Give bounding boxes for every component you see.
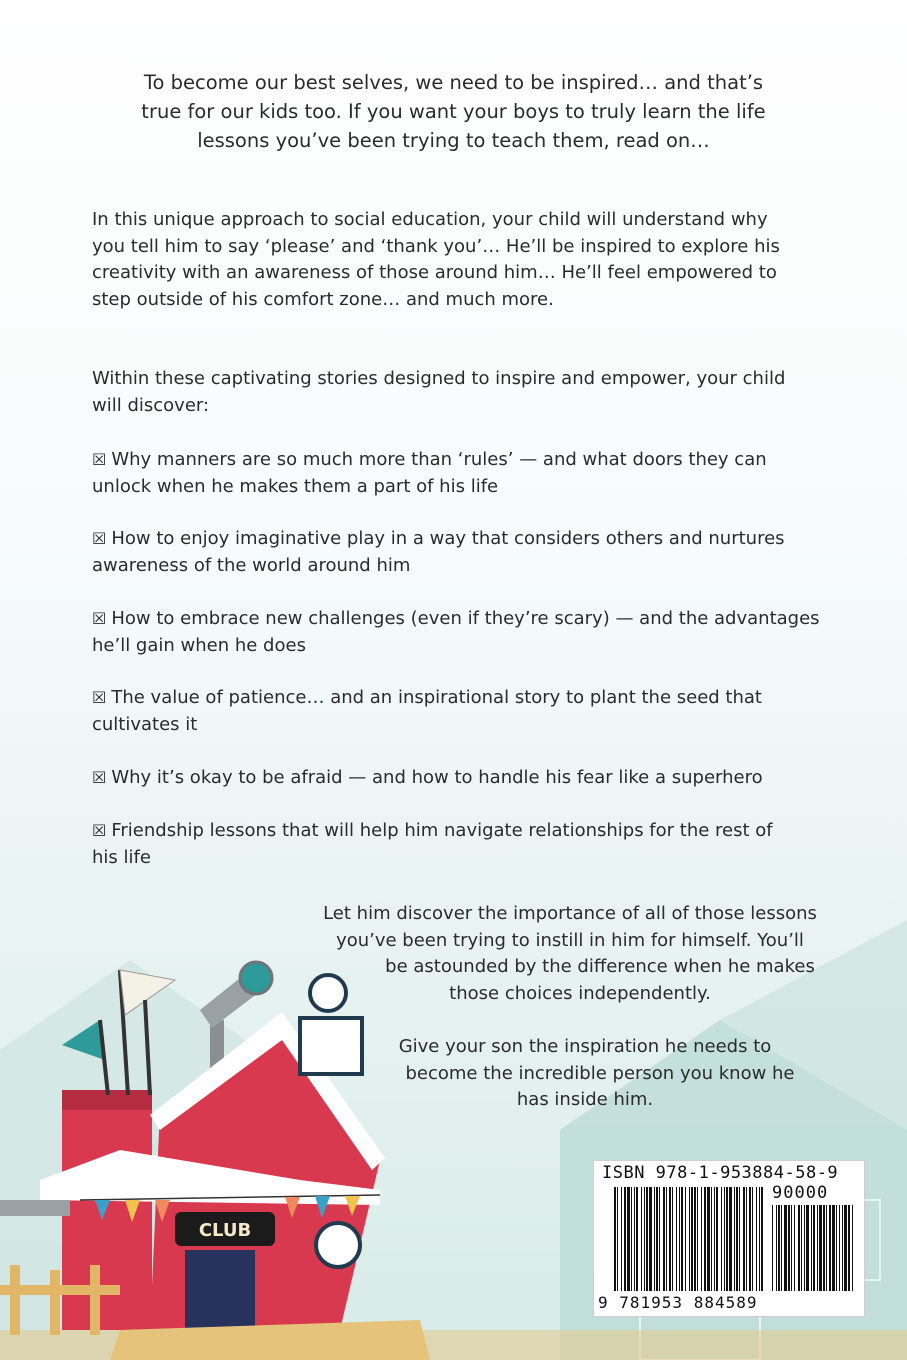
barcode-bar (694, 1187, 696, 1291)
barcode-bar (685, 1187, 686, 1291)
closing-line: become the incredible person you know he (405, 1062, 795, 1084)
barcode-bar (631, 1187, 632, 1291)
barcode-bar (778, 1205, 780, 1291)
intro-line: lessons you’ve been trying to teach them, read on… (197, 129, 710, 152)
barcode-bar (791, 1205, 792, 1291)
barcode-bar (701, 1187, 702, 1291)
barcode-bar (811, 1205, 812, 1291)
barcode-bar (659, 1187, 660, 1291)
barcode-bar (649, 1187, 652, 1291)
barcode-bar (617, 1187, 618, 1291)
barcode-bar (721, 1187, 722, 1291)
barcode-bar (761, 1187, 763, 1291)
bullet-item: ☒ Friendship lessons that will help him navigate relationships for the rest of his life (92, 820, 773, 868)
barcode-bar (697, 1187, 698, 1291)
bullet-item: ☒ Why manners are so much more than ‘rules’ — and what doors they can unlock when he makes them a part of his life (92, 449, 767, 497)
barcode-bar (806, 1205, 809, 1291)
barcode-bar (654, 1187, 655, 1291)
barcode-bar (776, 1205, 777, 1291)
isbn-text: ISBN 978-1-953884-58-9 (602, 1163, 839, 1183)
intro-text (100, 68, 807, 155)
barcode-bar (646, 1187, 648, 1291)
barcode-bar (689, 1187, 690, 1291)
paragraph-line: will discover: (92, 394, 210, 416)
barcode-bar (836, 1205, 837, 1291)
closing-line: those choices independently. (449, 982, 711, 1004)
barcode-bar (621, 1187, 622, 1291)
barcode-bar (801, 1205, 802, 1291)
club-sign: CLUB (198, 1220, 252, 1241)
barcode-bar (704, 1187, 706, 1291)
barcode-bar (823, 1205, 825, 1291)
barcode-bar (842, 1205, 843, 1291)
barcode-bar (614, 1187, 616, 1291)
barcode-bar (636, 1187, 638, 1291)
barcode-bar (624, 1187, 626, 1291)
barcode-bar (734, 1187, 735, 1291)
barcode-bar (672, 1187, 673, 1291)
barcode-bar (736, 1187, 738, 1291)
closing-paragraph (300, 901, 840, 1007)
isbn-barcode (593, 1160, 865, 1317)
checkbox-icon: ☒ (92, 450, 107, 469)
paragraph-line: you tell him to say ‘please’ and ‘thank you’… He’ll be inspired to explore his (92, 235, 780, 257)
checkbox-icon: ☒ (92, 768, 107, 787)
closing-line: be astounded by the difference when he makes (385, 956, 815, 977)
barcode-bar (819, 1205, 822, 1291)
barcode-bar (666, 1187, 667, 1291)
barcode-bar (707, 1187, 710, 1291)
barcode-bar (848, 1205, 850, 1291)
description-paragraph (92, 207, 822, 313)
barcode-bar (772, 1205, 773, 1291)
barcode-bar (691, 1187, 693, 1291)
barcode-bar (656, 1187, 658, 1291)
barcode-bar (644, 1187, 645, 1291)
barcode-bar (729, 1187, 732, 1291)
barcode-bar (746, 1187, 747, 1291)
bullet-item: ☒ Why it’s okay to be afraid — and how to handle his fear like a superhero (92, 765, 822, 792)
checkbox-icon: ☒ (92, 529, 107, 548)
barcode-bar (634, 1187, 635, 1291)
barcode-bar (826, 1205, 827, 1291)
bullet-item: ☒ The value of patience… and an inspirational story to plant the seed that cultivates it (92, 687, 762, 735)
barcode-bar (794, 1205, 795, 1291)
barcode-bar (714, 1187, 715, 1291)
paragraph-line: step outside of his comfort zone… and much more. (92, 288, 554, 310)
closing-line: has inside him. (516, 1089, 654, 1110)
barcode-bar (749, 1187, 751, 1291)
barcode-bar (829, 1205, 831, 1291)
barcode-bar (844, 1205, 847, 1291)
barcode-bar (679, 1187, 680, 1291)
barcode-bar (627, 1187, 630, 1291)
checkbox-icon: ☒ (92, 688, 107, 707)
checkbox-icon: ☒ (92, 609, 107, 628)
barcode-bar (739, 1187, 740, 1291)
price-code: 90000 (772, 1183, 829, 1203)
intro-line: To become our best selves, we need to be inspired… and that’s (143, 71, 764, 94)
barcode-bar (641, 1187, 642, 1291)
paragraph-line: Within these captivating stories designed to inspire and empower, your child (92, 368, 786, 389)
barcode-bar (804, 1205, 805, 1291)
intro-line: true for our kids too. If you want your boys to truly learn the life (141, 100, 766, 123)
barcode-bar (663, 1187, 665, 1291)
discover-intro (92, 366, 822, 419)
barcode-bar (817, 1205, 818, 1291)
barcode-bar (752, 1187, 753, 1291)
barcode-bar (669, 1187, 671, 1291)
checkbox-icon: ☒ (92, 821, 107, 840)
barcode-bar (724, 1187, 725, 1291)
barcode-bar (798, 1205, 800, 1291)
barcode-bar (832, 1205, 835, 1291)
closing-line: you’ve been trying to instill in him for himself. You’ll (336, 929, 804, 951)
barcode-bar (743, 1187, 745, 1291)
ean-digits: 9 781953 884589 (598, 1293, 758, 1312)
bullet-item: ☒ How to embrace new challenges (even if they’re scary) — and the advantages he’ll gain when he does (92, 608, 820, 656)
paragraph-line: creativity with an awareness of those around him… He’ll feel empowered to (92, 262, 777, 283)
barcode-bar (788, 1205, 790, 1291)
barcode-bar (756, 1187, 757, 1291)
closing-line: Let him discover the importance of all of those lessons (323, 903, 817, 924)
barcode-bar (726, 1187, 728, 1291)
barcode-bar (839, 1205, 840, 1291)
barcode-bar (681, 1187, 683, 1291)
final-paragraph (380, 1034, 820, 1114)
barcode-bar (759, 1187, 760, 1291)
barcode-bar (711, 1187, 712, 1291)
barcode-bar (781, 1205, 782, 1291)
paragraph-line: In this unique approach to social education, your child will understand why (92, 209, 768, 230)
closing-line: Give your son the inspiration he needs to (398, 1036, 772, 1057)
barcode-bar (676, 1187, 677, 1291)
barcode-bar (813, 1205, 815, 1291)
bullet-item: ☒ How to enjoy imaginative play in a way that considers others and nurtures awareness of the world around him (92, 528, 785, 576)
barcode-bar (852, 1205, 853, 1291)
barcode-bar (784, 1205, 787, 1291)
barcode-bar (716, 1187, 718, 1291)
